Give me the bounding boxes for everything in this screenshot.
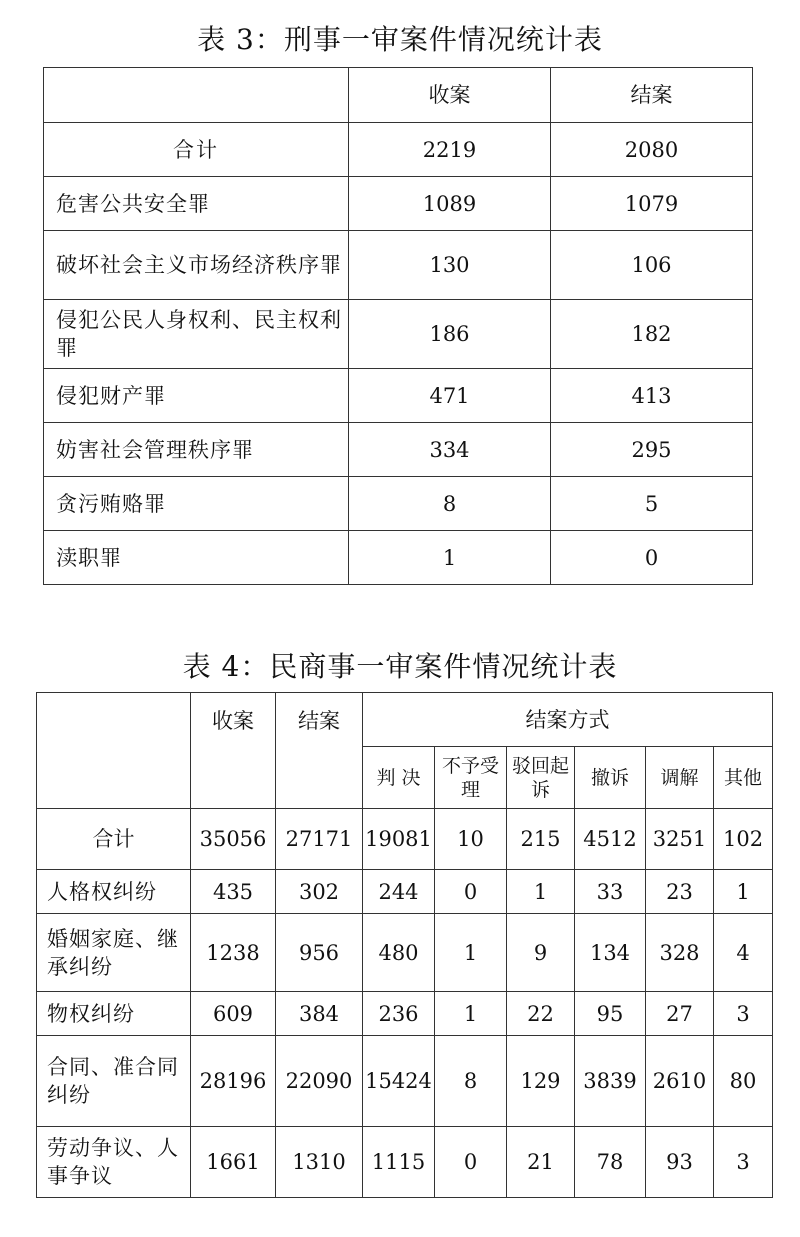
value-cell: 93: [646, 1127, 714, 1198]
closed-cell: 0: [551, 531, 753, 585]
received-cell: 471: [349, 369, 551, 423]
header-method-judgment: 判 决: [363, 747, 435, 809]
table-row: [37, 1127, 773, 1198]
value-cell: 0: [435, 870, 507, 914]
value-cell: 1238: [191, 914, 276, 992]
value-cell: 480: [363, 914, 435, 992]
table-row: [44, 231, 753, 300]
received-cell: 130: [349, 231, 551, 300]
value-cell: 22090: [276, 1036, 363, 1127]
table3-title: 表 3：刑事一审案件情况统计表: [197, 23, 603, 56]
value-cell: 95: [575, 992, 646, 1036]
header-received: 收案: [349, 68, 551, 123]
row-label: 侵犯公民人身权利、民主权利罪: [44, 300, 349, 369]
value-cell: 384: [276, 992, 363, 1036]
row-label: 劳动争议、人事争议: [37, 1127, 191, 1198]
row-label: 危害公共安全罪: [44, 177, 349, 231]
received-cell: 1: [349, 531, 551, 585]
value-cell: 609: [191, 992, 276, 1036]
value-cell: 1: [435, 992, 507, 1036]
value-cell: 78: [575, 1127, 646, 1198]
header-method-mediation: 调解: [646, 747, 714, 809]
row-label: 婚姻家庭、继承纠纷: [37, 914, 191, 992]
row-label: 合计: [37, 809, 191, 870]
table4-title: 表 4：民商事一审案件情况统计表: [182, 650, 618, 683]
value-cell: 3: [714, 992, 773, 1036]
value-cell: 33: [575, 870, 646, 914]
closed-cell: 295: [551, 423, 753, 477]
table-row: [44, 177, 753, 231]
received-cell: 1089: [349, 177, 551, 231]
row-label: 合同、准合同纠纷: [37, 1036, 191, 1127]
value-cell: 236: [363, 992, 435, 1036]
value-cell: 134: [575, 914, 646, 992]
table-row: [44, 531, 753, 585]
value-cell: 1: [507, 870, 575, 914]
value-cell: 15424: [363, 1036, 435, 1127]
value-cell: 215: [507, 809, 575, 870]
row-label: 妨害社会管理秩序罪: [44, 423, 349, 477]
value-cell: 1661: [191, 1127, 276, 1198]
value-cell: 80: [714, 1036, 773, 1127]
table-header-row: [44, 68, 753, 123]
received-cell: 334: [349, 423, 551, 477]
row-label: 贪污贿赂罪: [44, 477, 349, 531]
value-cell: 27171: [276, 809, 363, 870]
value-cell: 3251: [646, 809, 714, 870]
row-label: 人格权纠纷: [37, 870, 191, 914]
header-closed: 结案: [276, 693, 363, 809]
value-cell: 3: [714, 1127, 773, 1198]
table-row: [37, 992, 773, 1036]
table-row: [44, 423, 753, 477]
received-cell: 186: [349, 300, 551, 369]
value-cell: 1115: [363, 1127, 435, 1198]
value-cell: 1310: [276, 1127, 363, 1198]
closed-cell: 182: [551, 300, 753, 369]
value-cell: 4: [714, 914, 773, 992]
closed-cell: 413: [551, 369, 753, 423]
value-cell: 0: [435, 1127, 507, 1198]
row-label: 侵犯财产罪: [44, 369, 349, 423]
value-cell: 4512: [575, 809, 646, 870]
value-cell: 8: [435, 1036, 507, 1127]
header-corner-cell: [37, 693, 191, 809]
value-cell: 244: [363, 870, 435, 914]
value-cell: 129: [507, 1036, 575, 1127]
value-cell: 23: [646, 870, 714, 914]
value-cell: 3839: [575, 1036, 646, 1127]
table-row: [37, 914, 773, 992]
value-cell: 19081: [363, 809, 435, 870]
value-cell: 302: [276, 870, 363, 914]
header-method-other: 其他: [714, 747, 773, 809]
total-row: [37, 809, 773, 870]
value-cell: 22: [507, 992, 575, 1036]
header-received: 收案: [191, 693, 276, 809]
row-label: 合计: [44, 123, 349, 177]
value-cell: 28196: [191, 1036, 276, 1127]
value-cell: 2610: [646, 1036, 714, 1127]
value-cell: 27: [646, 992, 714, 1036]
value-cell: 1: [435, 914, 507, 992]
closed-cell: 2080: [551, 123, 753, 177]
table-row: [44, 369, 753, 423]
received-cell: 8: [349, 477, 551, 531]
row-label: 破坏社会主义市场经济秩序罪: [44, 231, 349, 300]
header-corner-cell: [44, 68, 349, 123]
value-cell: 102: [714, 809, 773, 870]
value-cell: 21: [507, 1127, 575, 1198]
value-cell: 956: [276, 914, 363, 992]
criminal-cases-table: [43, 67, 753, 585]
row-label: 物权纠纷: [37, 992, 191, 1036]
total-row: [44, 123, 753, 177]
header-method-not-accepted: 不予受理: [435, 747, 507, 809]
header-closed: 结案: [551, 68, 753, 123]
value-cell: 10: [435, 809, 507, 870]
table-row: [44, 300, 753, 369]
closed-cell: 106: [551, 231, 753, 300]
header-closing-method-group: 结案方式: [363, 693, 773, 747]
row-label: 渎职罪: [44, 531, 349, 585]
closed-cell: 1079: [551, 177, 753, 231]
closed-cell: 5: [551, 477, 753, 531]
value-cell: 9: [507, 914, 575, 992]
header-method-dismissed: 驳回起诉: [507, 747, 575, 809]
received-cell: 2219: [349, 123, 551, 177]
table-row: [37, 870, 773, 914]
table-row: [44, 477, 753, 531]
civil-commercial-cases-table: [36, 692, 773, 1198]
value-cell: 328: [646, 914, 714, 992]
header-method-withdrawn: 撤诉: [575, 747, 646, 809]
value-cell: 1: [714, 870, 773, 914]
table-row: [37, 1036, 773, 1127]
table-header-row: [37, 693, 773, 747]
value-cell: 35056: [191, 809, 276, 870]
value-cell: 435: [191, 870, 276, 914]
